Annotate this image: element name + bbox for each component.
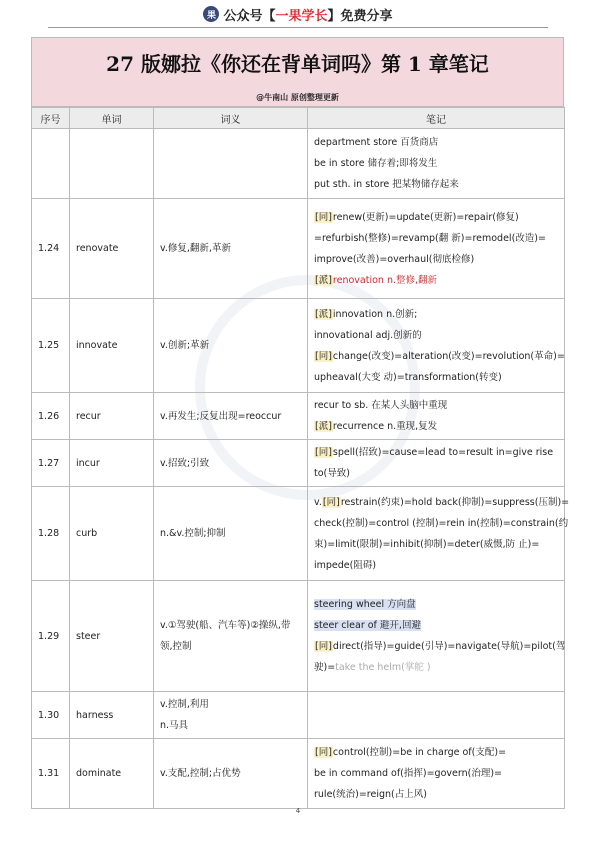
table-row bbox=[32, 393, 565, 440]
page-subtitle: @牛南山 原创整理更新 bbox=[256, 93, 339, 102]
note-line bbox=[314, 132, 558, 153]
note-tag: [同] bbox=[315, 350, 332, 362]
note-tag: [派] bbox=[315, 308, 332, 320]
cell-meaning bbox=[154, 129, 308, 199]
note-line bbox=[314, 636, 566, 657]
note-text: steering wheel 方向盘 bbox=[314, 599, 416, 610]
cell-meaning bbox=[154, 199, 308, 299]
note-text: 驶)= bbox=[314, 662, 336, 673]
note-line bbox=[314, 270, 558, 291]
note-text: recurrence n.重现,复发 bbox=[332, 421, 438, 432]
header-divider bbox=[48, 27, 548, 28]
cell-notes bbox=[308, 199, 565, 299]
cell-meaning bbox=[154, 581, 308, 692]
cell-word: steer bbox=[70, 581, 154, 692]
note-line bbox=[314, 463, 558, 484]
table-row bbox=[32, 581, 565, 692]
cell-notes bbox=[308, 393, 565, 440]
column-header-meaning: 词义 bbox=[154, 108, 308, 129]
note-text: direct(指导)=guide(引导)=navigate(导航)=pilot(驾 bbox=[332, 641, 566, 652]
note-line bbox=[314, 249, 558, 270]
note-tag: [同] bbox=[315, 747, 332, 758]
cell-meaning bbox=[154, 487, 308, 581]
note-text: renovation n.整修,翻新 bbox=[332, 274, 438, 286]
note-line bbox=[314, 492, 570, 513]
note-text: change(改变)=alteration(改变)=revolution(革命)= bbox=[332, 350, 565, 362]
table-row bbox=[32, 129, 565, 199]
cell-number: 1.28 bbox=[32, 487, 70, 581]
title-box bbox=[31, 37, 564, 107]
meaning-line: 领,控制 bbox=[160, 641, 192, 652]
cell-notes bbox=[308, 440, 565, 487]
header-prefix: 公众号【 bbox=[223, 8, 276, 24]
meaning-line: v.再发生;反复出现=reoccur bbox=[160, 410, 282, 422]
note-line bbox=[314, 784, 558, 805]
header-suffix: 】免费分享 bbox=[327, 8, 393, 24]
meaning-line: n.&v.控制;抑制 bbox=[160, 528, 226, 539]
note-text: =refurbish(整修)=revamp(翻 新)=remodel(改造)= bbox=[314, 232, 546, 244]
column-header-number: 序号 bbox=[32, 108, 70, 129]
top-header bbox=[0, 0, 596, 28]
cell-number: 1.24 bbox=[32, 199, 70, 299]
meaning-line: n.马具 bbox=[160, 720, 189, 731]
note-text: control(控制)=be in charge of(支配)= bbox=[332, 747, 507, 758]
cell-notes bbox=[308, 739, 565, 809]
note-tag: [派] bbox=[315, 274, 332, 286]
note-gray-text: take the helm(掌舵 ) bbox=[335, 662, 431, 673]
cell-number: 1.31 bbox=[32, 739, 70, 809]
note-text: spell(招致)=cause=lead to=result in=give rise bbox=[332, 447, 554, 458]
note-text: impede(阻碍) bbox=[314, 559, 377, 571]
meaning-line: v.招致;引致 bbox=[160, 457, 210, 469]
meaning-line: v.①驾驶(船、汽车等)②操纵,带 bbox=[160, 620, 291, 631]
note-line bbox=[314, 304, 558, 325]
table-row bbox=[32, 440, 565, 487]
cell-word: incur bbox=[70, 440, 154, 487]
cell-word: innovate bbox=[70, 299, 154, 393]
note-text: department store 百货商店 bbox=[314, 137, 439, 148]
meaning-line: v.创新;革新 bbox=[160, 340, 210, 351]
note-line bbox=[314, 416, 558, 437]
note-text: put sth. in store 把某物储存起来 bbox=[314, 179, 459, 190]
table-row bbox=[32, 487, 565, 581]
cell-meaning bbox=[154, 739, 308, 809]
cell-number: 1.27 bbox=[32, 440, 70, 487]
notes-document bbox=[31, 37, 570, 809]
note-line bbox=[314, 228, 558, 249]
note-line bbox=[314, 657, 558, 678]
page-title: 27 版娜拉《你还在背单词吗》第 1 章笔记 bbox=[106, 52, 489, 76]
note-text: be in store 储存着;即将发生 bbox=[314, 158, 438, 169]
note-line bbox=[314, 763, 558, 784]
cell-number: 1.25 bbox=[32, 299, 70, 393]
cell-number: 1.26 bbox=[32, 393, 70, 440]
note-line bbox=[314, 555, 558, 576]
note-line bbox=[314, 594, 558, 615]
cell-notes bbox=[308, 299, 565, 393]
note-text: innovational adj.创新的 bbox=[314, 329, 422, 341]
cell-notes bbox=[308, 487, 570, 581]
note-line bbox=[314, 207, 558, 228]
cell-number: 1.30 bbox=[32, 692, 70, 739]
note-text: rule(统治)=reign(占上风) bbox=[314, 789, 427, 800]
table-row bbox=[32, 739, 565, 809]
note-text: be in command of(指挥)=govern(治理)= bbox=[314, 768, 502, 779]
table-row bbox=[32, 299, 565, 393]
note-text: to(导致) bbox=[314, 468, 350, 479]
note-line bbox=[314, 325, 558, 346]
column-header-word: 单词 bbox=[70, 108, 154, 129]
cell-meaning bbox=[154, 393, 308, 440]
vocab-table bbox=[31, 107, 570, 809]
note-prefix: v. bbox=[314, 496, 322, 508]
table-header-row bbox=[32, 108, 565, 129]
cell-notes bbox=[308, 581, 565, 692]
note-tag: [同] bbox=[315, 447, 332, 458]
table-row bbox=[32, 199, 565, 299]
column-header-notes: 笔记 bbox=[308, 108, 565, 129]
note-text: steer clear of 避开,回避 bbox=[314, 620, 421, 631]
cell-word bbox=[70, 129, 154, 199]
page-number: 4 bbox=[295, 807, 301, 815]
cell-meaning bbox=[154, 692, 308, 739]
cell-number bbox=[32, 129, 70, 199]
note-line bbox=[314, 442, 558, 463]
meaning-line: v.支配,控制;占优势 bbox=[160, 768, 241, 779]
cell-word: recur bbox=[70, 393, 154, 440]
note-text: check(控制)=control (控制)=rein in(控制)=constrain(约 bbox=[314, 517, 569, 529]
cell-notes bbox=[308, 692, 565, 739]
meaning-line: v.修复,翻新,革新 bbox=[160, 243, 231, 254]
note-line bbox=[314, 346, 565, 367]
note-line bbox=[314, 513, 569, 534]
table-row bbox=[32, 692, 565, 739]
note-tag: [同] bbox=[322, 496, 340, 508]
cell-notes bbox=[308, 129, 565, 199]
note-tag: [同] bbox=[315, 211, 332, 223]
meaning-line: v.控制,利用 bbox=[160, 699, 209, 710]
header-brand: 一果学长 bbox=[275, 8, 328, 24]
note-text: improve(改善)=overhaul(彻底检修) bbox=[314, 253, 475, 265]
note-line bbox=[314, 534, 558, 555]
note-text: innovation n.创新; bbox=[332, 308, 418, 320]
cell-number: 1.29 bbox=[32, 581, 70, 692]
cell-word: dominate bbox=[70, 739, 154, 809]
cell-word: curb bbox=[70, 487, 154, 581]
cell-meaning bbox=[154, 440, 308, 487]
cell-word: renovate bbox=[70, 199, 154, 299]
note-line bbox=[314, 174, 558, 195]
note-line bbox=[314, 615, 558, 636]
cell-meaning bbox=[154, 299, 308, 393]
note-text: upheaval(大变 动)=transformation(转变) bbox=[314, 371, 502, 383]
note-tag: [同] bbox=[315, 641, 332, 652]
note-line bbox=[314, 742, 558, 763]
note-text: recur to sb. 在某人头脑中重现 bbox=[314, 400, 448, 411]
note-text: renew(更新)=update(更新)=repair(修复) bbox=[332, 211, 519, 223]
account-logo-icon: 果 bbox=[203, 6, 219, 22]
note-line bbox=[314, 395, 558, 416]
note-text: restrain(约束)=hold back(抑制)=suppress(压制)= bbox=[340, 496, 570, 508]
note-tag: [派] bbox=[315, 421, 332, 432]
note-line bbox=[314, 367, 558, 388]
cell-word: harness bbox=[70, 692, 154, 739]
note-text: 束)=limit(限制)=inhibit(抑制)=deter(威慑,防 止)= bbox=[314, 538, 540, 550]
note-line bbox=[314, 153, 558, 174]
